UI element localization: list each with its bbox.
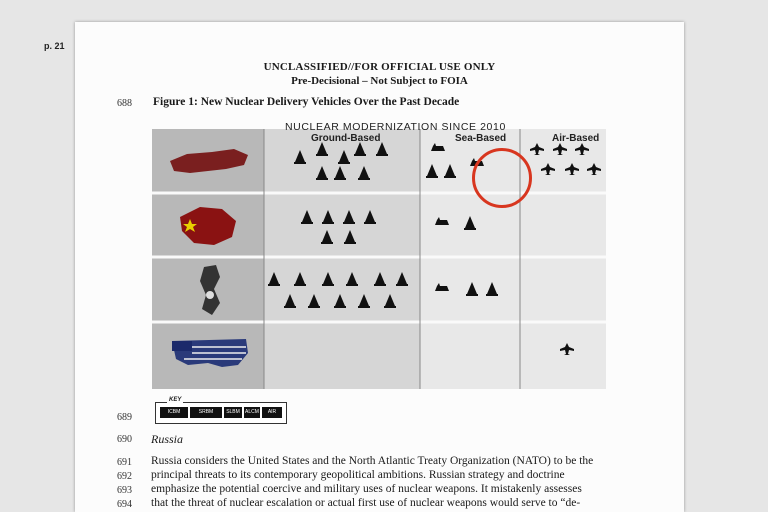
page-number-label: p. 21: [44, 41, 65, 51]
key-item: AIR: [262, 407, 282, 418]
body-text-line: emphasize the potential coercive and military uses of nuclear weapons. It mistakenly assesses: [151, 483, 582, 495]
column-label-sea: Sea-Based: [455, 133, 507, 144]
column-label-ground: Ground-Based: [311, 133, 381, 144]
predecisional-header: Pre-Decisional – Not Subject to FOIA: [291, 75, 468, 87]
document-page: [75, 22, 684, 512]
key-item: ICBM: [160, 407, 188, 418]
line-number: 691: [117, 457, 132, 468]
key-item: ALCM: [244, 407, 260, 418]
line-number: 693: [117, 485, 132, 496]
key-item: SLBM: [224, 407, 242, 418]
line-number: 688: [117, 98, 132, 109]
figure-key: [155, 402, 287, 424]
line-number: 690: [117, 434, 132, 445]
nuclear-modernization-figure: [152, 119, 606, 389]
line-number: 689: [117, 412, 132, 423]
key-item: SRBM: [190, 407, 222, 418]
figure-title: NUCLEAR MODERNIZATION SINCE 2010: [285, 121, 506, 133]
body-text-line: Russia considers the United States and the North Atlantic Treaty Organization (NATO) to be the: [151, 455, 594, 467]
body-text-line: principal threats to its contemporary geopolitical ambitions. Russian strategy and doctrine: [151, 469, 565, 481]
body-text-line: that the threat of nuclear escalation or actual first use of nuclear weapons would serve to “de-: [151, 497, 581, 509]
line-number: 692: [117, 471, 132, 482]
column-label-air: Air-Based: [552, 133, 600, 144]
line-number: 694: [117, 499, 132, 510]
classification-header: UNCLASSIFIED//FOR OFFICIAL USE ONLY: [263, 61, 496, 73]
section-heading-russia: Russia: [151, 432, 184, 446]
highlight-circle: [472, 148, 532, 208]
key-label: KEY: [169, 397, 182, 403]
figure-caption: Figure 1: New Nuclear Delivery Vehicles Over the Past Decade: [153, 96, 460, 108]
